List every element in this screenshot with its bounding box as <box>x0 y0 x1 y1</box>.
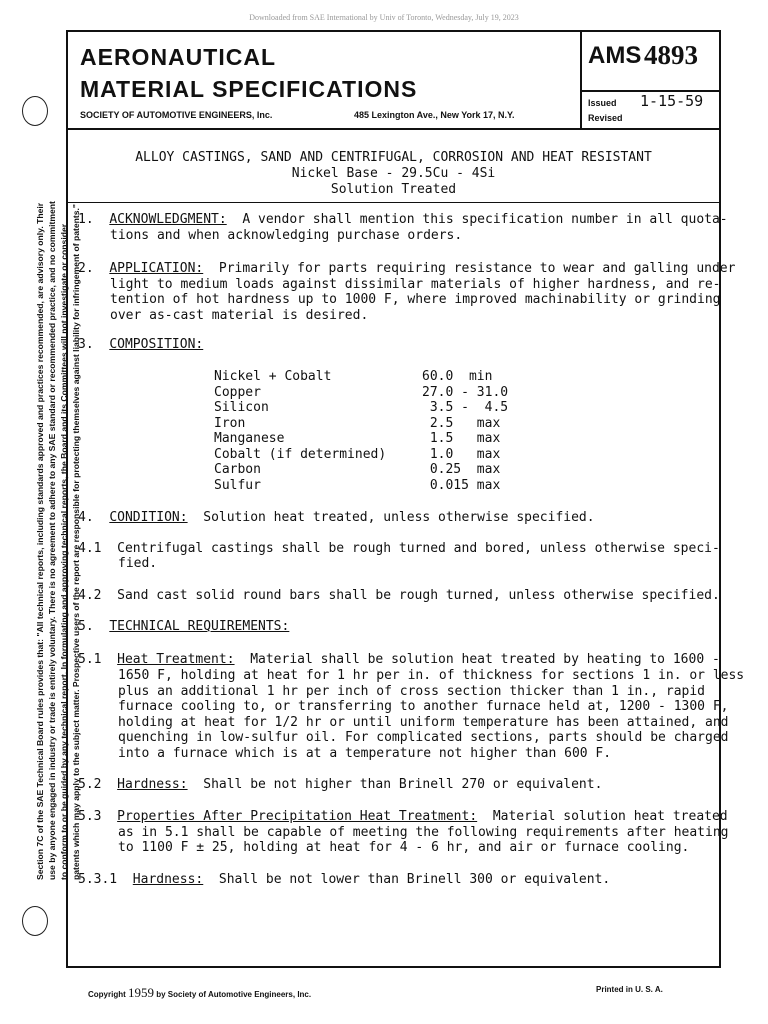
title-divider <box>68 202 719 203</box>
spec-sheet-frame <box>66 30 745 968</box>
section-text: Shall be not lower than Brinell 300 or equivalent. <box>203 872 611 887</box>
section-number: 4. <box>78 510 94 525</box>
composition-element: Silicon <box>214 400 269 415</box>
section-5-1-line6: quenching in low-sulfur oil. For complicated sections, parts should be charged <box>118 730 729 745</box>
spec-title <box>68 150 719 198</box>
section-text: Solution heat treated, unless otherwise specified. <box>187 510 595 525</box>
composition-value: 2.5 max <box>422 416 501 431</box>
header-spec-id-block <box>582 32 719 128</box>
section-number: 4.2 <box>78 588 102 603</box>
footer-copyright <box>88 985 311 1001</box>
section-text: Primarily for parts requiring resistance to wear and galling under <box>203 261 736 276</box>
section-heading: CONDITION: <box>109 510 188 525</box>
header-title-line1: AERONAUTICAL <box>80 44 276 70</box>
section-heading: TECHNICAL REQUIREMENTS: <box>109 619 290 634</box>
spec-title-line1: ALLOY CASTINGS, SAND AND CENTRIFUGAL, CORROSION AND HEAT RESISTANT <box>135 150 652 165</box>
section-1 <box>78 212 728 228</box>
section-heading: ACKNOWLEDGMENT: <box>109 212 227 227</box>
download-watermark: Downloaded from SAE International by Univ of Toronto, Wednesday, July 19, 2023 <box>249 13 519 22</box>
sae-disclaimer <box>34 100 81 880</box>
section-number: 4.1 <box>78 541 102 556</box>
section-heading: Heat Treatment: <box>117 652 235 667</box>
section-number: 5.3 <box>78 809 102 824</box>
section-number: 3. <box>78 337 94 352</box>
section-3 <box>78 337 203 353</box>
composition-element: Carbon <box>214 462 261 477</box>
issued-date: 1-15-59 <box>640 92 704 110</box>
composition-value: 1.0 max <box>422 447 501 462</box>
composition-element: Sulfur <box>214 478 261 493</box>
ams-number-box <box>582 32 719 92</box>
section-5 <box>78 619 289 635</box>
section-2 <box>78 261 735 277</box>
header-society: SOCIETY OF AUTOMOTIVE ENGINEERS, Inc. <box>80 110 273 120</box>
section-heading: Hardness: <box>132 872 204 887</box>
section-1-line2: tions and when acknowledging purchase orders. <box>110 228 463 243</box>
section-heading: APPLICATION: <box>109 261 204 276</box>
disclaimer-line: Section 7C of the SAE Technical Board rules provides that: "All technical reports, including standards approved and practices recommended, are advisory only. Their <box>35 202 45 880</box>
section-5-2 <box>78 777 602 793</box>
composition-value: 3.5 - 4.5 <box>422 400 509 415</box>
section-text: Centrifugal castings shall be rough turned and bored, unless otherwise speci- <box>117 541 720 556</box>
section-heading: Hardness: <box>117 777 188 792</box>
section-5-1-line5: holding at heat for 1/2 hr or until uniform temperature has been attained, and <box>118 715 729 730</box>
ams-number: 4893 <box>644 40 698 70</box>
composition-element: Copper <box>214 385 261 400</box>
section-heading: COMPOSITION: <box>109 337 204 352</box>
disclaimer-line: patents which may apply to the subject matter. Prospective users of the report are responsible for protecting themselves against liability for infringement of patents." <box>71 204 81 880</box>
section-number: 5. <box>78 619 94 634</box>
header-title-block <box>68 32 582 128</box>
spec-title-line3: Solution Treated <box>330 182 457 197</box>
section-text: Material shall be solution heat treated by heating to 1600 - <box>234 652 720 667</box>
disclaimer-line: to conform to or be guided by any technical report. In formulating and approving technical reports, the Board and its Committees will not investigate or consider <box>59 223 69 880</box>
section-5-1 <box>78 652 720 668</box>
section-text: Sand cast solid round bars shall be rough turned, unless otherwise specified. <box>117 588 720 603</box>
issued-label: Issued <box>588 98 617 108</box>
copyright-year: 1959 <box>128 985 155 1000</box>
section-5-1-line4: furnace cooling to, or transferring to another furnace held at, 1200 - 1300 F, <box>118 699 729 714</box>
composition-element: Iron <box>214 416 246 431</box>
section-5-3 <box>78 809 728 825</box>
section-4 <box>78 510 595 526</box>
header-address: 485 Lexington Ave., New York 17, N.Y. <box>354 110 515 120</box>
section-heading: Properties After Precipitation Heat Treatment: <box>117 809 478 824</box>
ams-prefix: AMS <box>588 42 642 69</box>
section-5-1-line3: plus an additional 1 hr per inch of cross section thicker than 1 in., rapid <box>118 684 705 699</box>
binder-hole-bottom <box>22 906 48 936</box>
composition-value: 0.015 max <box>422 478 501 493</box>
section-number: 1. <box>78 212 94 227</box>
composition-value: 27.0 - 31.0 <box>422 385 509 400</box>
section-5-1-line7: into a furnace which is at a temperature not higher than 600 F. <box>118 746 612 761</box>
composition-value: 0.25 max <box>422 462 501 477</box>
composition-value: 1.5 max <box>422 431 501 446</box>
section-text: Shall be not higher than Brinell 270 or equivalent. <box>187 777 603 792</box>
section-text: A vendor shall mention this specification number in all quota- <box>226 212 728 227</box>
section-4-1 <box>78 541 720 557</box>
section-5-3-line3: to 1100 F ± 25, holding at heat for 4 - 6 hr, and air or furnace cooling. <box>118 840 690 855</box>
composition-element: Cobalt (if determined) <box>214 447 387 462</box>
section-number: 5.1 <box>78 652 102 667</box>
section-2-line2: light to medium loads against dissimilar materials of higher hardness, and re- <box>110 277 721 292</box>
section-number: 5.3.1 <box>78 872 118 887</box>
section-5-3-line2: as in 5.1 shall be capable of meeting the following requirements after heating <box>118 825 729 840</box>
section-number: 5.2 <box>78 777 102 792</box>
footer-printed: Printed in U. S. A. <box>596 985 663 994</box>
section-2-line3: tention of hot hardness up to 1000 F, where improved machinability or grinding <box>110 292 721 307</box>
section-4-1-line2: fied. <box>118 556 158 571</box>
section-2-line4: over as-cast material is desired. <box>110 308 369 323</box>
composition-element: Manganese <box>214 431 285 446</box>
disclaimer-line: use by anyone engaged in industry or trade is entirely voluntary. There is no agreement to adhere to any SAE standard or recommended practice, and no commitment <box>47 201 57 880</box>
copyright-holder: by Society of Automotive Engineers, Inc. <box>156 990 312 999</box>
section-4-2 <box>78 588 720 604</box>
composition-element: Nickel + Cobalt <box>214 369 332 384</box>
section-5-3-1 <box>78 872 610 888</box>
spec-header <box>68 32 719 130</box>
section-text: Material solution heat treated <box>477 809 728 824</box>
copyright-label: Copyright <box>88 990 126 999</box>
spec-title-line2: Nickel Base - 29.5Cu - 4Si <box>291 166 496 181</box>
composition-value: 60.0 min <box>422 369 493 384</box>
revised-label: Revised <box>588 113 623 123</box>
header-title-line2: MATERIAL SPECIFICATIONS <box>80 76 418 102</box>
section-number: 2. <box>78 261 94 276</box>
section-5-1-line2: 1650 F, holding at heat for 1 hr per in. of thickness for sections 1 in. or less <box>118 668 745 683</box>
